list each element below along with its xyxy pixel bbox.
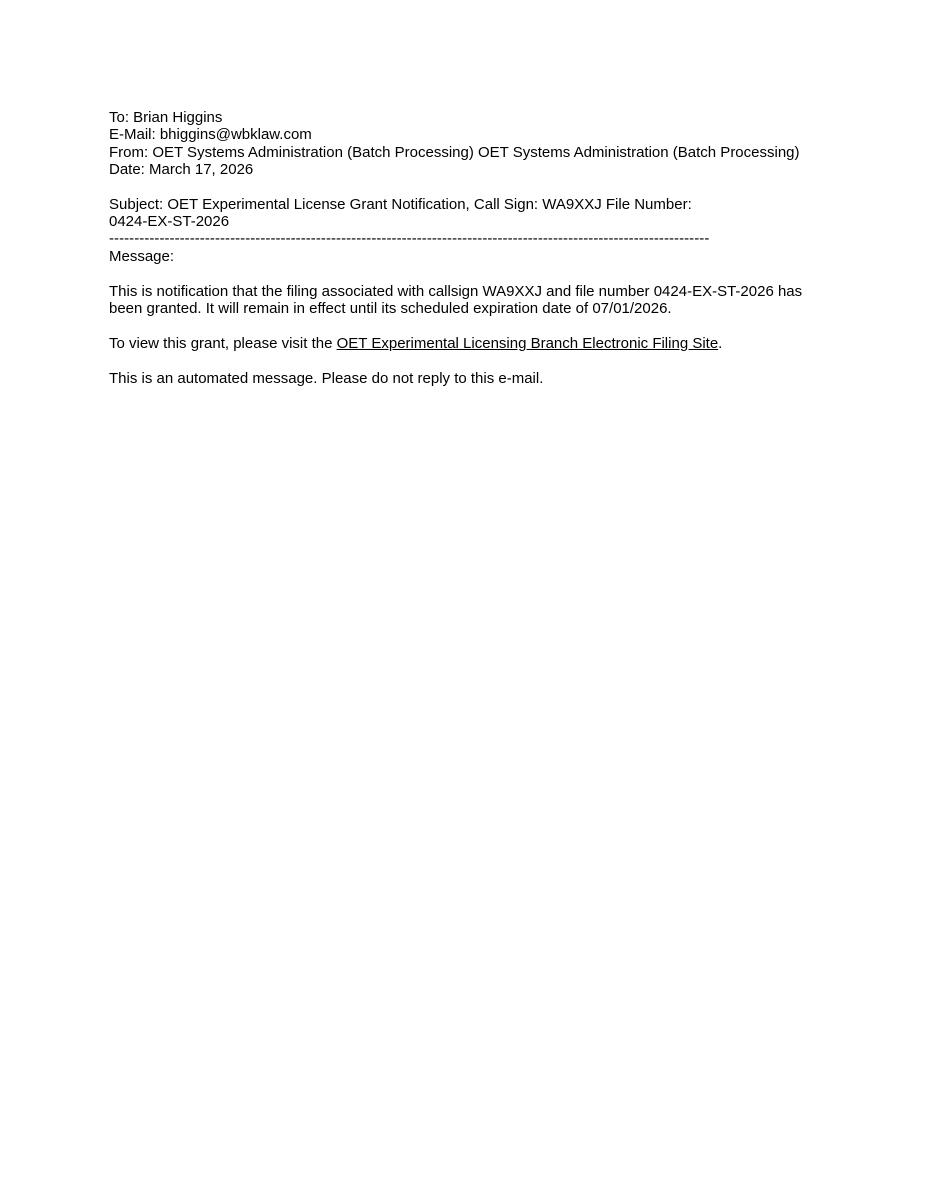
- date-line: Date: March 17, 2026: [109, 161, 254, 179]
- email-document: [109, 109, 829, 387]
- filing-site-link[interactable]: OET Experimental Licensing Branch Electronic Filing Site: [336, 334, 719, 352]
- spacer: [109, 317, 829, 334]
- message-body-line-2: been granted. It will remain in effect until its scheduled expiration date of 07/01/2026.: [109, 300, 672, 318]
- to-line: To: Brian Higgins: [109, 109, 223, 126]
- spacer: [109, 352, 829, 369]
- subject-file-number: 0424-EX-ST-2026: [109, 213, 230, 231]
- from-line: From: OET Systems Administration (Batch Processing) OET Systems Administration (Batch Processing): [109, 143, 800, 161]
- message-label: Message:: [109, 247, 175, 265]
- view-grant-suffix: .: [718, 334, 723, 352]
- spacer: [109, 179, 829, 196]
- email-line: E-Mail: bhiggins@wbklaw.com: [109, 126, 312, 144]
- view-grant-prefix: To view this grant, please visit the: [109, 334, 337, 352]
- message-body-line-1: This is notification that the filing associated with callsign WA9XXJ and file number 0424-EX-ST-2026 has: [109, 282, 803, 300]
- view-grant-line: [109, 335, 829, 352]
- divider-line: -----------------------------------------------------------------------------------------------------------------------: [109, 231, 710, 246]
- spacer: [109, 265, 829, 282]
- subject-line: Subject: OET Experimental License Grant Notification, Call Sign: WA9XXJ File Number:: [109, 196, 692, 214]
- automated-notice: This is an automated message. Please do not reply to this e-mail.: [109, 369, 544, 387]
